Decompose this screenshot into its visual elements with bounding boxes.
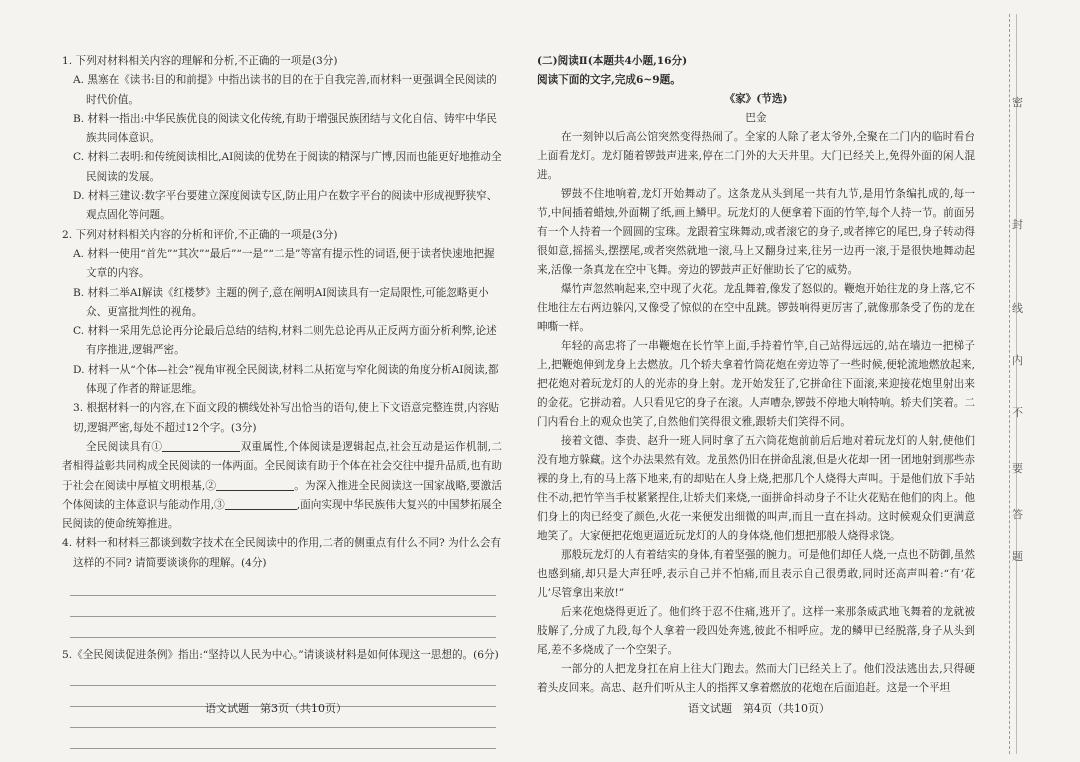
binding-char: 内 [1012,354,1023,367]
binding-dashed-line [1009,14,1010,754]
binding-char: 封 [1012,218,1023,231]
q1-option-c: C. 材料二表明:和传统阅读相比,AI阅读的优势在于阅读的精深与广博,因而也能更好地推动全民阅读的发展。 [73,151,502,183]
binding-char: 答 [1012,508,1023,521]
blank-1-input[interactable] [162,439,240,452]
passage-title: 《家》(节选) [724,93,788,105]
binding-solid-line [1016,14,1017,754]
left-page [62,52,502,749]
answer-line [70,596,496,617]
q2-option-b: B. 材料二举AI解读《红楼梦》主题的例子,意在阐明AI阅读具有一定局限性,可能忽略更小众、更富批判性的视角。 [73,286,489,318]
q2-option-d: D. 材料一从“个体—社会”视角审视全民阅读,材料二从拓宽与窄化阅读的角度分析AI阅读,都体现了作者的辩证思维。 [73,363,499,396]
q3-passage [62,438,502,534]
page-footer-left: 语文试题 第3页（共10页） [205,702,347,715]
q3-text-2: 双重属性,个体阅读是逻辑起点,社会互动是运作机制,二者相得益彰共同构成全民阅读的一体两面。全民阅读有助于个体在社会交往中提升品质,也有助于社会在阅读中厚植文明根基,② [62,440,502,492]
q3-text-3: 。为深入推进全民阅读这一国家战略,要激活个体阅读的主体意识与能动作用,③ [62,479,502,511]
binding-char: 不 [1012,406,1023,419]
answer-line [70,617,496,638]
q3-text-4: ,面向实现中华民族伟大复兴的中国梦拓展全民阅读的使命统筹推进。 [62,498,502,531]
blank-2-input[interactable] [216,478,294,491]
passage-paragraph: 那般玩龙灯的人有着结实的身体,有着坚强的腕力。可是他们却任人烧,一点也不防御,虽然也感到痛,却只是大声狂呼,表示自己并不怕痛,而且表示自己很勇敢,同时还高声叫着:“有‘花儿’尽管拿出来放!” [537,549,975,599]
q1-option-d: D. 材料三建议:数字平台要建立深度阅读专区,防止用户在数字平台的阅读中形成视野狭窄、观点固化等问题。 [73,190,498,222]
q2-option-a: A. 材料一使用“首先”“其次”“最后”“一是”“二是”等富有提示性的词语,便于读者快速地把握文章的内容。 [73,247,495,280]
q2-stem: 2. 下列对材料相关内容的分析和评价,不正确的一项是(3分) [62,228,338,241]
q5-stem: 5.《全民阅读促进条例》指出:“坚持以人民为中心。”请谈谈材料是如何体现这一思想的。(6分) [62,649,499,662]
passage-paragraph: 锣鼓不住地响着,龙灯开始舞动了。这条龙从头到尾一共有九节,是用竹条编扎成的,每一节,中间插着蜡烛,外面糊了纸,画上鳞甲。玩龙灯的人便拿着下面的竹竿,每个人持一节。前面另有一个人持着一个圆圆的宝珠。龙跟着宝珠舞动,或者滚它的身子,或者摔它的尾巴,身子转动得很如意,摇摇头,摆摆尾,或者突然就地一滚,马上又翻身过来,往另一边再一滚,于是很快地舞动起来,活像一条真龙在空中飞舞。旁边的锣鼓声正好催助长了它的威势。 [537,188,975,276]
q1-stem: 1. 下列对材料相关内容的理解和分析,不正确的一项是(3分) [62,55,338,67]
answer-line [70,575,496,596]
passage-paragraph: 在一刻钟以后高公馆突然变得热闹了。全家的人除了老太爷外,全聚在二门内的临时看台上面看龙灯。龙灯随着锣鼓声进来,停在二门外的大天井里。大门已经关上,免得外面的闲人混进。 [537,131,975,181]
blank-3-input[interactable] [225,497,297,510]
section-instruction: 阅读下面的文字,完成6~9题。 [537,74,681,86]
answer-line [70,728,496,749]
q4-stem: 4. 材料一和材料三都谈到数字技术在全民阅读中的作用,二者的侧重点有什么不同? 为什么会有这样的不同? 请简要谈谈你的理解。(4分) [62,537,502,569]
section-heading: (二)阅读Ⅱ(本题共4小题,16分) [537,55,688,67]
passage-paragraph: 年轻的高忠将了一串鞭炮在长竹竿上面,手持着竹竿,自己站得远远的,站在墙边一把梯子上,把鞭炮伸到龙身上去燃放。几个轿夫拿着竹筒花炮在旁边等了一些时候,便轮流地燃放起来,把花炮对着玩龙灯的人的光赤的身上射。龙开始发狂了,它拼命往下面滚,来迎接花炮里射出来的金花。它拼动着。人只看见它的身子在滚。人声嘈杂,锣鼓不停地大响特响。轿夫们笑着。二门内看台上的观众也笑了,自然他们笑得很文雅,跟轿夫们笑得不同。 [537,340,975,428]
binding-char: 密 [1012,96,1023,109]
binding-char: 题 [1012,550,1023,563]
q1-option-b: B. 材料一指出:中华民族优良的阅读文化传统,有助于增强民族团结与文化自信、铸牢中华民族共同体意识。 [73,112,498,145]
passage-paragraph: 一部分的人把龙身扛在肩上往大门跑去。然而大门已经关上了。他们没法逃出去,只得硬着头皮回来。高忠、赵升们听从主人的指挥又拿着燃放的花炮在后面追赶。这是一个平坦 [537,663,975,694]
binding-char: 要 [1012,462,1023,475]
answer-line [70,665,496,686]
passage-paragraph: 后来花炮烧得更近了。他们终于忍不住痛,逃开了。这样一来那条威武地飞舞着的龙就被肢解了,分成了九段,每个人拿着一段四处奔逃,彼此不相呼应。龙的鳞甲已经脱落,身子从头到尾,差不多烧成了一个空架子。 [537,606,975,656]
passage-paragraph: 爆竹声忽然响起来,空中现了火花。龙乱舞着,像发了怒似的。鞭炮开始往龙的身上落,它不住地往左右两边躲闪,又像受了惊似的在空中乱跳。锣鼓响得更厉害了,就像那条受了伤的龙在呻嘶一样。 [537,283,975,333]
q2-option-c: C. 材料一采用先总论再分论最后总结的结构,材料二则先总论再从正反两方面分析利弊,论述有序推进,逻辑严密。 [73,325,497,357]
q4-answer-area[interactable] [62,575,502,638]
binding-char: 线 [1012,302,1023,315]
q3-stem: 3. 根据材料一的内容,在下面文段的横线处补写出恰当的语句,使上下文语意完整连贯,内容贴切,逻辑严密,每处不超过12个字。(3分) [73,402,500,434]
page-footer-right: 语文试题 第4页（共10页） [688,702,830,715]
q1-option-a: A. 黑塞在《读书:目的和前提》中指出读书的目的在于自我完善,而材料一更强调全民阅读的时代价值。 [73,74,497,106]
passage-author: 巴金 [745,112,767,124]
q3-text-1: 全民阅读具有① [86,440,163,453]
right-page [537,52,975,698]
passage-paragraph: 接着文德、李贵、赵升一班人同时拿了五六筒花炮前前后后地对着玩龙灯的人射,使他们没有地方躲藏。这个办法果然有效。龙虽然仍旧在拼命乱滚,但是火花却一团一团地射到那些赤裸的身上,有的马上落下地来,有的却贴在人身上烧,把那几个人烧得大声叫。于是他们放下手站住不动,把竹竿当手杖紧紧捏住,让轿夫们来烧,一面拼命抖动身子不让火花贴在他们的肉上。他们身上的肉已经变了颜色,火花一来便发出细微的叫声,而且一直在抖动。这时候观众们更满意地笑了。大家便把花炮更逼近玩龙灯的人的身体烧,他们想把那般人烧得求饶。 [537,435,975,542]
